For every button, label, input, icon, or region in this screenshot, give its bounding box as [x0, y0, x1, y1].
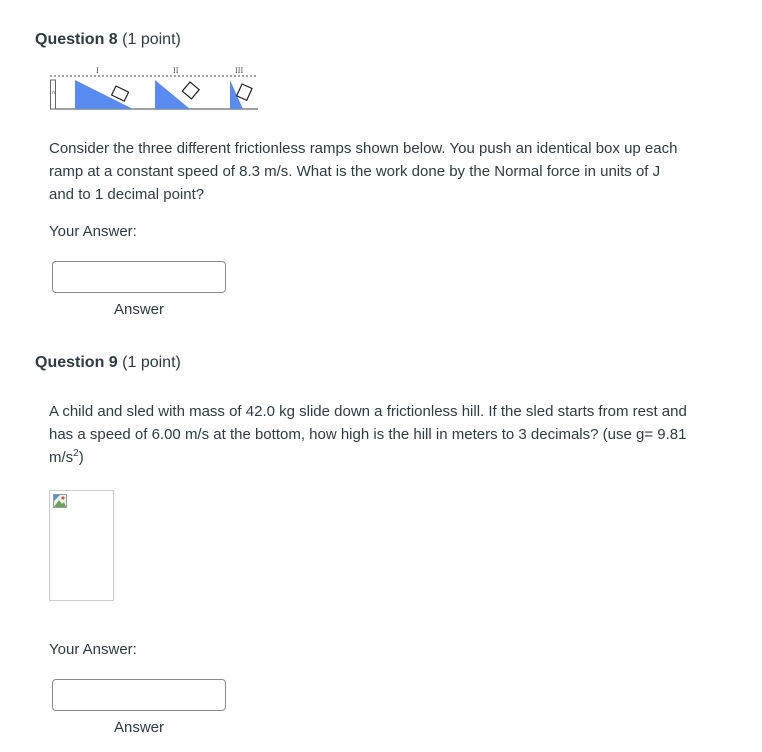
- question-8-points: (1 point): [122, 31, 181, 48]
- question-9-header: [35, 354, 181, 372]
- box-2: [182, 82, 199, 99]
- question-9-title: Question 9: [35, 354, 118, 371]
- question-8-answer-input[interactable]: [52, 261, 226, 293]
- question-9-points: (1 point): [122, 354, 181, 371]
- ramps-figure: [50, 62, 260, 112]
- question-8-answer-caption: Answer: [114, 301, 165, 318]
- question-8-text: Consider the three different frictionless ramps shown below. You push an identical box up each ramp at a constant speed of 8.3 m/s. What is the work done by the Normal force in units of J and to 1 decimal point?: [49, 140, 678, 203]
- question-8-header: [35, 31, 181, 49]
- question-9-text-superscript: 2: [73, 448, 79, 459]
- question-9-answer-caption: Answer: [114, 719, 165, 736]
- question-9-text: [49, 400, 689, 469]
- broken-image-icon: [53, 494, 67, 508]
- ramp-label-3: III: [235, 67, 244, 75]
- question-9-text-main: A child and sled with mass of 42.0 kg slide down a frictionless hill. If the sled starts from rest and has a speed of 6.00 m/s at the bottom, how high is the hill in meters to 3 decimals? (use g= 9.81 m/s: [49, 403, 687, 466]
- question-9-text-end: ): [78, 449, 84, 466]
- question-9-image: [49, 490, 114, 601]
- question-9-answer-input[interactable]: [52, 679, 226, 711]
- ramp-2: [155, 80, 190, 109]
- box-3: [237, 84, 252, 100]
- ramp-label-2: II: [173, 67, 179, 75]
- ramp-label-1: I: [96, 67, 99, 75]
- question-9-your-answer-label: Your Answer:: [49, 641, 137, 658]
- question-8-title: Question 8: [35, 31, 118, 48]
- height-label: h: [52, 90, 56, 96]
- box-1: [112, 86, 129, 101]
- question-8-your-answer-label: Your Answer:: [49, 223, 137, 240]
